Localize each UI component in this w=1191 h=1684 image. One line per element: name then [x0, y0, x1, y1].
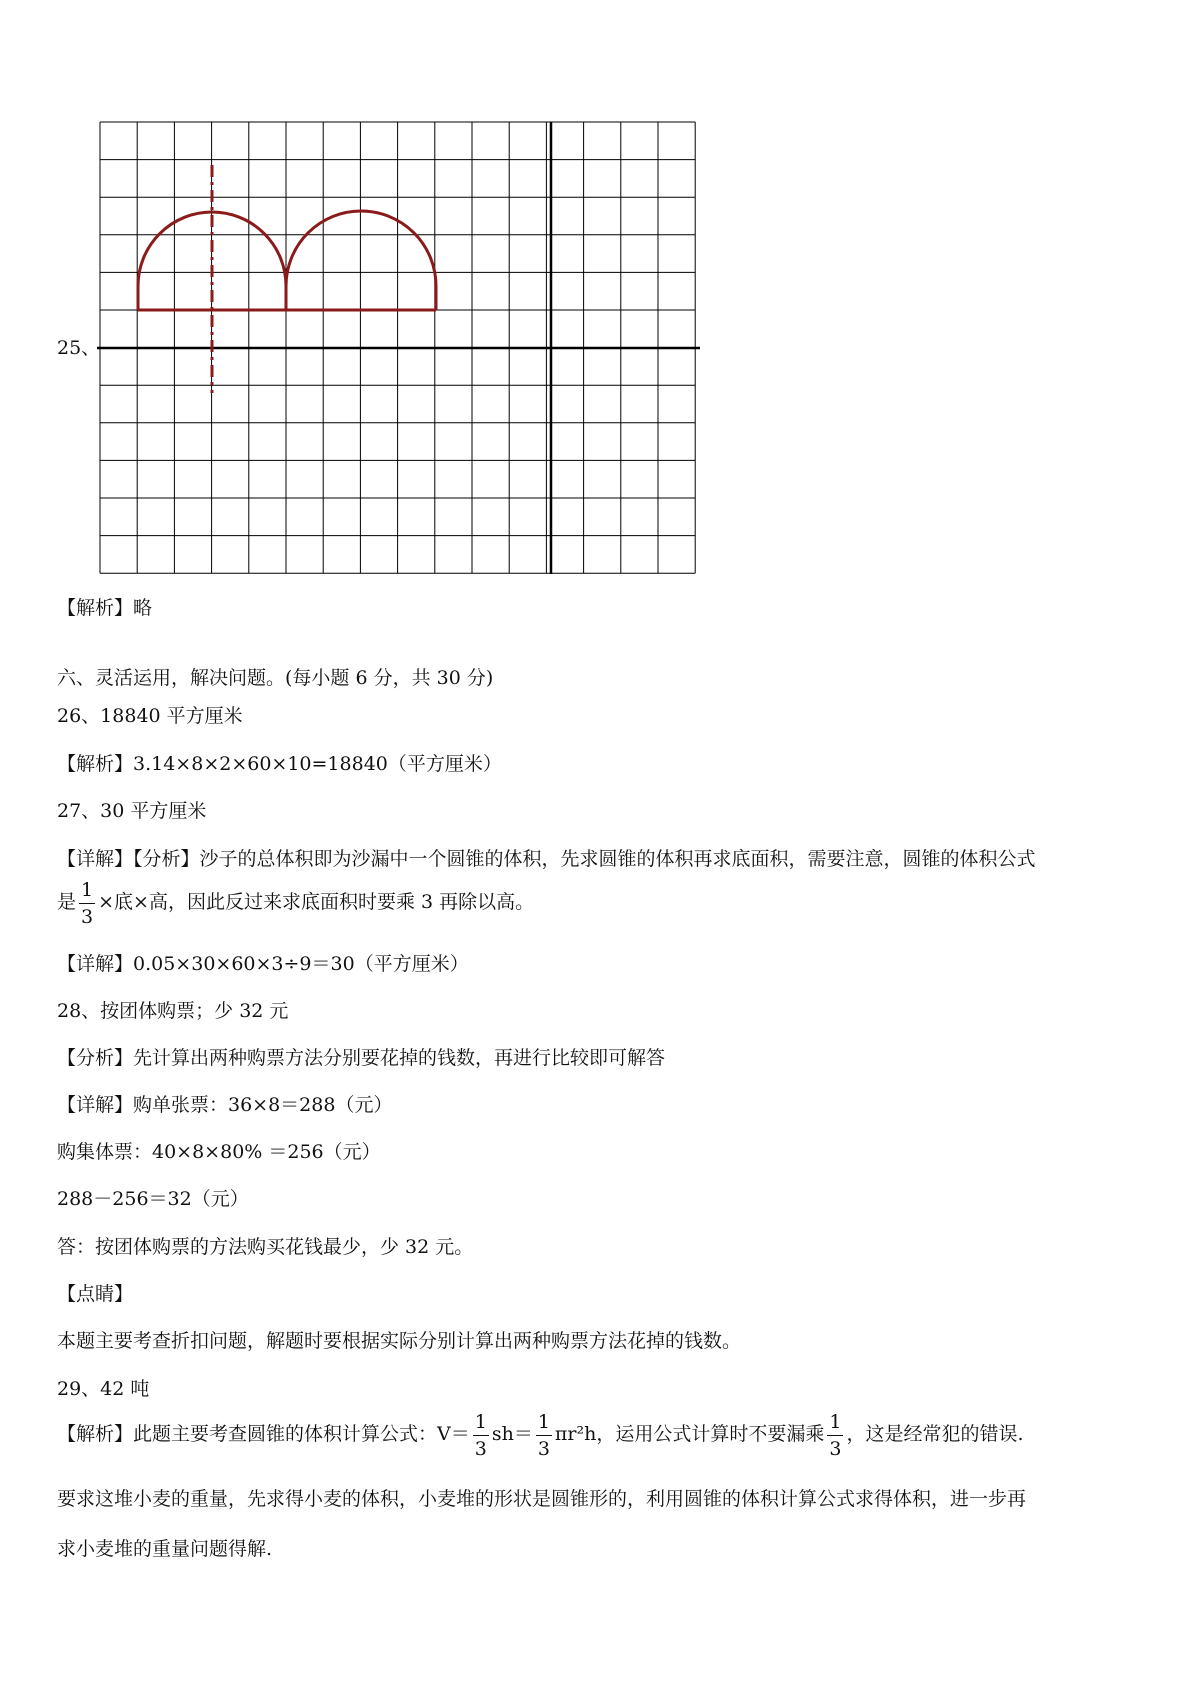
- analysis-28: 【分析】先计算出两种购票方法分别要花掉的钱数，再进行比较即可解答: [57, 1047, 666, 1069]
- fraction-numerator: 1: [473, 1409, 489, 1436]
- analysis-26: 【解析】3.14×8×2×60×10=18840（平方厘米）: [57, 753, 502, 775]
- answer-29: 29、42 吨: [57, 1378, 150, 1400]
- analysis-29-pre: 【解析】此题主要考查圆锥的体积计算公式：V＝: [57, 1423, 470, 1445]
- analysis-29-mid: ，运用公式计算时不要漏乘: [596, 1423, 825, 1445]
- fraction-denominator: 3: [474, 1437, 487, 1460]
- question-25-label: 25、: [57, 337, 101, 359]
- fraction-one-third-a: [473, 1409, 489, 1462]
- fraction-one-third-b: [536, 1409, 552, 1462]
- detail-27-post: ×底×高，因此反过来求底面积时要乘 3 再除以高。: [98, 891, 535, 913]
- detail-28-line2: 购集体票：40×8×80% ＝256（元）: [57, 1141, 381, 1163]
- fraction-denominator: 3: [81, 905, 94, 928]
- section-6-heading: 六、灵活运用，解决问题。(每小题 6 分，共 30 分): [57, 667, 494, 689]
- fraction-one-third-c: [827, 1409, 843, 1462]
- formula-pi: πr²h: [554, 1423, 597, 1445]
- detail-27-line1: 【详解】【分析】沙子的总体积即为沙漏中一个圆锥的体积，先求圆锥的体积再求底面积，需要注意，圆锥的体积公式: [57, 848, 1036, 870]
- fraction-denominator: 3: [829, 1437, 842, 1460]
- fraction-one-third: [79, 877, 95, 930]
- comment-28: 本题主要考查折扣问题，解题时要根据实际分别计算出两种购票方法花掉的钱数。: [57, 1330, 742, 1352]
- detail-27-line2: [57, 872, 534, 932]
- comment-title-28: 【点睛】: [57, 1283, 134, 1305]
- analysis-29-line3: 求小麦堆的重量问题得解.: [57, 1538, 273, 1560]
- answer-26: 26、18840 平方厘米: [57, 705, 243, 727]
- detail-27-pre: 是: [57, 891, 77, 913]
- analysis-25: 【解析】略: [57, 597, 153, 619]
- detail-28: 【详解】购单张票：36×8＝288（元）: [57, 1094, 393, 1116]
- fraction-denominator: 3: [537, 1437, 550, 1460]
- answer-27: 27、30 平方厘米: [57, 800, 207, 822]
- analysis-29-line1: [57, 1404, 1024, 1464]
- detail-27-calc: 【详解】0.05×30×60×3÷9＝30（平方厘米）: [57, 953, 469, 975]
- conclusion-28: 答：按团体购票的方法购买花钱最少，少 32 元。: [57, 1236, 474, 1258]
- grid-figure: [0, 0, 1191, 600]
- semicircle-right: [286, 211, 436, 310]
- fraction-numerator: 1: [536, 1409, 552, 1436]
- detail-28-line3: 288－256＝32（元）: [57, 1188, 249, 1210]
- fraction-numerator: 1: [827, 1409, 843, 1436]
- fraction-numerator: 1: [79, 877, 95, 904]
- analysis-29-line2: 要求这堆小麦的重量，先求得小麦的体积，小麦堆的形状是圆锥形的，利用圆锥的体积计算公式求得体积，进一步再: [57, 1488, 1027, 1510]
- answer-28: 28、按团体购票；少 32 元: [57, 1000, 289, 1022]
- analysis-29-post: ，这是经常犯的错误.: [846, 1423, 1024, 1445]
- formula-sh: sh＝: [491, 1423, 533, 1445]
